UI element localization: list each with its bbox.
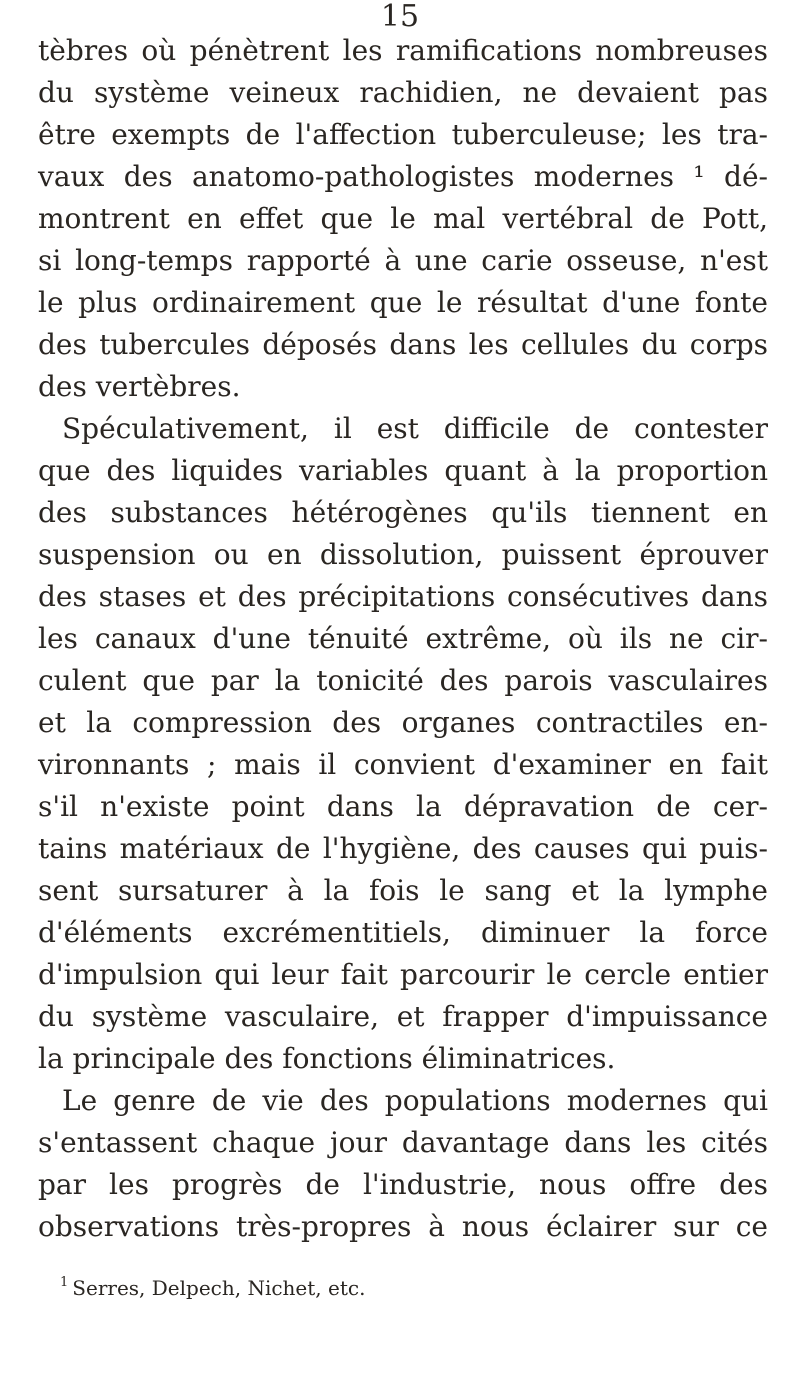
text-line: être exempts de l'affection tuberculeuse; les tra-	[38, 118, 768, 151]
footnote-marker: 1	[60, 1275, 69, 1290]
text-line: et la compression des organes contractiles en-	[38, 706, 768, 739]
text-line: du système vasculaire, et frapper d'impuissance	[38, 1000, 768, 1033]
text-line: des vertèbres.	[38, 370, 241, 403]
text-line: vaux des anatomo-pathologistes modernes ¹ dé-	[38, 160, 768, 193]
text-line: que des liquides variables quant à la proportion	[38, 454, 768, 487]
text-line: par les progrès de l'industrie, nous offre des	[38, 1168, 768, 1201]
text-line: le plus ordinairement que le résultat d'une fonte	[38, 286, 768, 319]
text-line: culent que par la tonicité des parois vasculaires	[38, 664, 768, 697]
text-line: observations très-propres à nous éclairer sur ce	[38, 1210, 768, 1243]
body-text	[38, 30, 768, 1248]
text-line: vironnants ; mais il convient d'examiner en fait	[38, 748, 768, 781]
text-line: des substances hétérogènes qu'ils tiennent en	[38, 496, 768, 529]
text-line: montrent en effet que le mal vertébral de Pott,	[38, 202, 768, 235]
text-line: tains matériaux de l'hygiène, des causes qui puis-	[38, 832, 768, 865]
text-line: sent sursaturer à la fois le sang et la lymphe	[38, 874, 768, 907]
text-line: si long-temps rapporté à une carie osseuse, n'est	[38, 244, 768, 277]
text-line: s'entassent chaque jour davantage dans les cités	[38, 1126, 768, 1159]
text-line: suspension ou en dissolution, puissent éprouver	[38, 538, 768, 571]
text-line: Le genre de vie des populations modernes qui	[62, 1084, 768, 1117]
text-line: s'il n'existe point dans la dépravation de cer-	[38, 790, 768, 823]
text-line: d'impulsion qui leur fait parcourir le cercle entier	[38, 958, 768, 991]
text-line: les canaux d'une ténuité extrême, où ils ne cir-	[38, 622, 768, 655]
text-line: des tubercules déposés dans les cellules du corps	[38, 328, 768, 361]
text-line: des stases et des précipitations consécutives dans	[38, 580, 768, 613]
text-line: d'éléments excrémentitiels, diminuer la force	[38, 916, 768, 949]
page-number: 15	[380, 0, 420, 34]
text-line: du système veineux rachidien, ne devaient pas	[38, 76, 768, 109]
footnote	[60, 1270, 365, 1301]
text-line: tèbres où pénètrent les ramifications nombreuses	[38, 34, 768, 67]
text-line: Spéculativement, il est difficile de contester	[62, 412, 768, 445]
footnote-text: Serres, Delpech, Nichet, etc.	[72, 1276, 366, 1300]
text-line: la principale des fonctions éliminatrices.	[38, 1042, 616, 1075]
